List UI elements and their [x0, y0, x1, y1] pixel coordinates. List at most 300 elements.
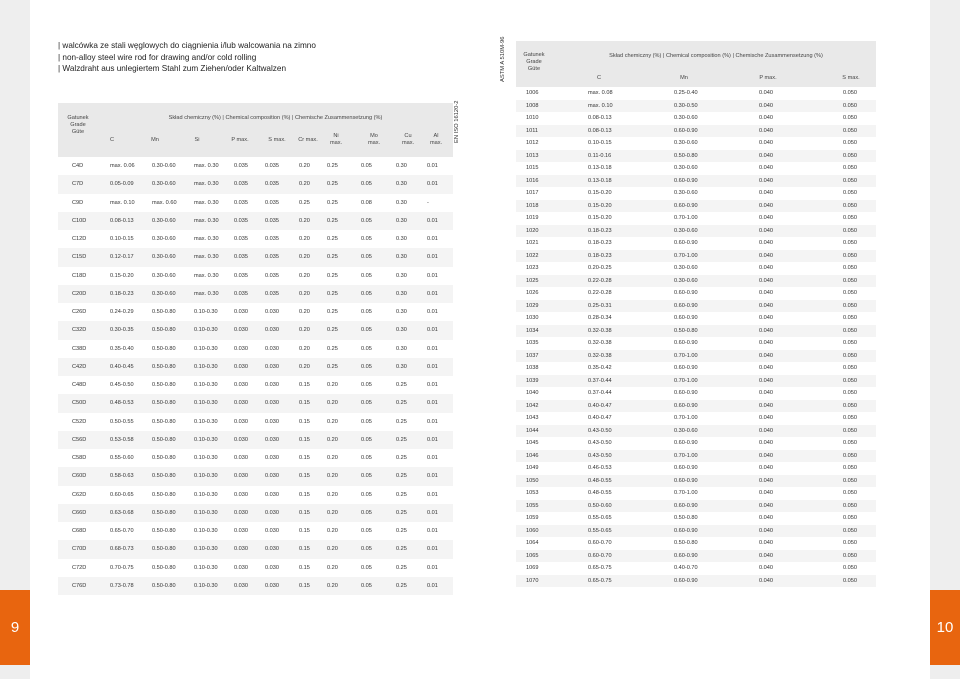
value-cell: 0.73-0.78 [110, 582, 134, 589]
grade-cell: C60D [72, 473, 87, 480]
title-line-polish: | walcówka ze stali węglowych do ciągnienia i/lub walcowania na zimno [58, 41, 316, 50]
grade-cell: C15D [72, 254, 87, 261]
column-header: S max. [842, 75, 860, 81]
value-cell: 0.25 [327, 327, 338, 334]
value-cell: 0.050 [843, 377, 857, 384]
value-cell: 0.20 [299, 236, 310, 243]
grade-cell: 1049 [526, 465, 539, 472]
table-row [516, 150, 876, 163]
value-cell: 0.50-0.80 [152, 491, 176, 498]
value-cell: 0.50-0.80 [152, 400, 176, 407]
value-cell: 0.30-0.60 [152, 272, 176, 279]
value-cell: 0.30-0.50 [674, 102, 698, 109]
value-cell: 0.030 [234, 455, 248, 462]
grade-cell: C50D [72, 400, 87, 407]
value-cell: 0.01 [427, 546, 438, 553]
value-cell: 0.30 [396, 254, 407, 261]
value-cell: 0.50-0.80 [152, 363, 176, 370]
value-cell: 0.60-0.90 [674, 465, 698, 472]
grade-cell: 1018 [526, 202, 539, 209]
value-cell: 0.50-0.80 [152, 327, 176, 334]
value-cell: 0.50-0.80 [152, 473, 176, 480]
value-cell: 0.15 [299, 546, 310, 553]
table-header [516, 41, 876, 87]
value-cell: 0.60-0.90 [674, 527, 698, 534]
grade-cell: 1012 [526, 140, 539, 147]
grade-cell: 1043 [526, 415, 539, 422]
column-header-line: Mo [370, 133, 378, 139]
value-cell: 0.050 [843, 265, 857, 272]
value-cell: 0.25 [396, 582, 407, 589]
table-row [516, 450, 876, 463]
table-row [516, 162, 876, 175]
grade-cell: 1015 [526, 165, 539, 172]
value-cell: 0.48-0.53 [110, 400, 134, 407]
value-cell: 0.01 [427, 491, 438, 498]
value-cell: 0.040 [759, 502, 773, 509]
table-row [516, 362, 876, 375]
value-cell: 0.040 [759, 252, 773, 259]
value-cell: 0.01 [427, 327, 438, 334]
value-cell: 0.040 [759, 577, 773, 584]
value-cell: 0.08-0.13 [110, 217, 134, 224]
value-cell: 0.20 [327, 564, 338, 571]
value-cell: 0.030 [265, 327, 279, 334]
value-cell: 0.20 [327, 473, 338, 480]
value-cell: 0.15-0.20 [110, 272, 134, 279]
value-cell: 0.030 [265, 436, 279, 443]
table-row [516, 312, 876, 325]
grade-cell: C52D [72, 418, 87, 425]
value-cell: 0.050 [843, 452, 857, 459]
value-cell: 0.20 [299, 217, 310, 224]
value-cell: 0.60-0.90 [674, 315, 698, 322]
column-header: C [596, 75, 602, 81]
value-cell: 0.25 [396, 509, 407, 516]
value-cell: 0.050 [843, 477, 857, 484]
left-standard-label: EN ISO 16120-2 [454, 100, 460, 143]
value-cell: 0.25 [396, 473, 407, 480]
value-cell: 0.030 [234, 509, 248, 516]
value-cell: 0.10-0.30 [194, 327, 218, 334]
value-cell: 0.050 [843, 140, 857, 147]
value-cell: 0.30-0.60 [152, 254, 176, 261]
value-cell: 0.01 [427, 309, 438, 316]
value-cell: 0.10-0.30 [194, 400, 218, 407]
value-cell: 0.65-0.75 [588, 565, 612, 572]
value-cell: 0.53-0.58 [110, 436, 134, 443]
table-row [58, 486, 453, 504]
value-cell: 0.20 [299, 163, 310, 170]
value-cell: 0.20-0.25 [588, 265, 612, 272]
value-cell: 0.030 [265, 345, 279, 352]
table-row [516, 225, 876, 238]
value-cell: 0.25 [396, 546, 407, 553]
value-cell: 0.50-0.55 [110, 418, 134, 425]
value-cell: 0.01 [427, 473, 438, 480]
value-cell: 0.050 [843, 290, 857, 297]
value-cell: 0.65-0.75 [588, 577, 612, 584]
value-cell: 0.08-0.13 [588, 127, 612, 134]
table-body [516, 87, 876, 587]
value-cell: 0.60-0.90 [674, 440, 698, 447]
table-row [58, 285, 453, 303]
value-cell: 0.60-0.90 [674, 390, 698, 397]
table-row [58, 321, 453, 339]
value-cell: 0.040 [759, 277, 773, 284]
value-cell: 0.20 [327, 491, 338, 498]
value-cell: max. 0.30 [194, 236, 219, 243]
value-cell: 0.050 [843, 390, 857, 397]
value-cell: 0.050 [843, 90, 857, 97]
value-cell: 0.15 [299, 528, 310, 535]
value-cell: 0.040 [759, 390, 773, 397]
grade-cell: C12D [72, 236, 87, 243]
value-cell: 0.040 [759, 290, 773, 297]
value-cell: 0.040 [759, 215, 773, 222]
grade-cell: 1023 [526, 265, 539, 272]
value-cell: max. 0.30 [194, 163, 219, 170]
value-cell: 0.01 [427, 163, 438, 170]
table-row [516, 350, 876, 363]
column-header-line: S max. [268, 137, 286, 143]
value-cell: 0.05 [361, 436, 372, 443]
grade-cell: 1017 [526, 190, 539, 197]
table-row [58, 413, 453, 431]
column-header [181, 137, 213, 144]
value-cell: 0.01 [427, 455, 438, 462]
value-cell: 0.45-0.50 [110, 382, 134, 389]
value-cell: 0.040 [759, 102, 773, 109]
value-cell: 0.050 [843, 240, 857, 247]
value-cell: 0.050 [843, 252, 857, 259]
value-cell: 0.10-0.15 [588, 140, 612, 147]
value-cell: 0.50-0.80 [152, 382, 176, 389]
value-cell: 0.030 [265, 528, 279, 535]
value-cell: 0.70-1.00 [674, 452, 698, 459]
value-cell: 0.040 [759, 90, 773, 97]
value-cell: 0.46-0.53 [588, 465, 612, 472]
value-cell: 0.050 [843, 577, 857, 584]
grade-cell: 1044 [526, 427, 539, 434]
right-margin-band [930, 0, 960, 679]
grade-cell: 1021 [526, 240, 539, 247]
value-cell: 0.050 [843, 190, 857, 197]
value-cell: 0.15 [299, 382, 310, 389]
value-cell: 0.11-0.16 [588, 152, 612, 159]
table-row [516, 412, 876, 425]
value-cell: 0.25 [396, 528, 407, 535]
grade-cell: 1011 [526, 127, 539, 134]
table-row [516, 475, 876, 488]
grade-cell: C72D [72, 564, 87, 571]
value-cell: 0.10-0.30 [194, 345, 218, 352]
value-cell: 0.040 [759, 265, 773, 272]
value-cell: 0.10-0.30 [194, 491, 218, 498]
table-row [58, 376, 453, 394]
value-cell: 0.040 [759, 515, 773, 522]
value-cell: 0.20 [299, 181, 310, 188]
column-header [358, 133, 390, 147]
value-cell: 0.60-0.90 [674, 302, 698, 309]
value-cell: 0.030 [234, 582, 248, 589]
grade-header [58, 115, 98, 136]
value-cell: 0.10-0.30 [194, 418, 218, 425]
column-header [139, 137, 171, 144]
value-cell: 0.01 [427, 509, 438, 516]
value-cell: 0.050 [843, 327, 857, 334]
value-cell: 0.01 [427, 418, 438, 425]
value-cell: 0.60-0.65 [110, 491, 134, 498]
table-body [58, 157, 453, 595]
value-cell: 0.40-0.45 [110, 363, 134, 370]
table-row [516, 137, 876, 150]
value-cell: 0.25-0.31 [588, 302, 612, 309]
value-cell: 0.050 [843, 402, 857, 409]
grade-cell: 1038 [526, 365, 539, 372]
grade-cell: 1030 [526, 315, 539, 322]
value-cell: 0.25 [327, 363, 338, 370]
column-header-line: Cu [404, 133, 412, 139]
value-cell: 0.040 [759, 365, 773, 372]
value-cell: 0.050 [843, 152, 857, 159]
value-cell: 0.25 [327, 345, 338, 352]
value-cell: 0.18-0.23 [588, 227, 612, 234]
table-row [516, 512, 876, 525]
value-cell: 0.25 [327, 290, 338, 297]
table-row [58, 431, 453, 449]
column-header-line: max. [401, 140, 415, 146]
value-cell: max. 0.30 [194, 290, 219, 297]
value-cell: 0.08 [361, 199, 372, 206]
value-cell: 0.30 [396, 236, 407, 243]
column-header [420, 133, 452, 147]
column-header-line: Al [433, 133, 439, 139]
value-cell: 0.60-0.90 [674, 365, 698, 372]
value-cell: 0.040 [759, 527, 773, 534]
value-cell: 0.030 [234, 473, 248, 480]
value-cell: 0.040 [759, 377, 773, 384]
value-cell: 0.25 [327, 254, 338, 261]
value-cell: 0.040 [759, 315, 773, 322]
value-cell: 0.050 [843, 315, 857, 322]
value-cell: 0.040 [759, 140, 773, 147]
table-row [516, 437, 876, 450]
value-cell: 0.01 [427, 564, 438, 571]
page-number-right: 10 [930, 590, 960, 665]
value-cell: 0.035 [234, 181, 248, 188]
value-cell: 0.15-0.20 [588, 190, 612, 197]
value-cell: 0.10-0.30 [194, 546, 218, 553]
value-cell: 0.30-0.60 [152, 181, 176, 188]
grade-cell: 1006 [526, 90, 539, 97]
value-cell: 0.25 [396, 455, 407, 462]
document-title [58, 40, 316, 75]
table-row [58, 358, 453, 376]
table-row [516, 487, 876, 500]
grade-cell: C42D [72, 363, 87, 370]
value-cell: 0.20 [327, 528, 338, 535]
value-cell: max. 0.30 [194, 217, 219, 224]
value-cell: 0.25 [396, 382, 407, 389]
value-cell: 0.25 [396, 436, 407, 443]
value-cell: 0.70-1.00 [674, 252, 698, 259]
value-cell: 0.30 [396, 199, 407, 206]
grade-cell: C26D [72, 309, 87, 316]
grade-cell: 1025 [526, 277, 539, 284]
value-cell: 0.25 [327, 272, 338, 279]
table-row [58, 540, 453, 558]
grade-cell: 1034 [526, 327, 539, 334]
table-row [58, 577, 453, 595]
value-cell: 0.030 [265, 473, 279, 480]
value-cell: 0.035 [265, 199, 279, 206]
column-header [224, 137, 256, 144]
grade-cell: 1035 [526, 340, 539, 347]
grade-header-pl: Gatunek [523, 52, 545, 58]
value-cell: 0.60-0.90 [674, 127, 698, 134]
value-cell: 0.30 [396, 272, 407, 279]
value-cell: 0.50-0.80 [152, 528, 176, 535]
value-cell: 0.37-0.44 [588, 377, 612, 384]
value-cell: 0.30-0.60 [674, 427, 698, 434]
value-cell: 0.035 [265, 290, 279, 297]
value-cell: 0.040 [759, 340, 773, 347]
value-cell: 0.15 [299, 564, 310, 571]
value-cell: 0.50-0.80 [152, 546, 176, 553]
value-cell: 0.01 [427, 436, 438, 443]
value-cell: 0.050 [843, 227, 857, 234]
grade-cell: 1045 [526, 440, 539, 447]
table-row [516, 562, 876, 575]
value-cell: 0.035 [265, 163, 279, 170]
value-cell: 0.030 [234, 491, 248, 498]
value-cell: 0.01 [427, 382, 438, 389]
value-cell: 0.30 [396, 363, 407, 370]
value-cell: 0.030 [234, 400, 248, 407]
table-row [516, 575, 876, 588]
value-cell: 0.25 [327, 181, 338, 188]
value-cell: 0.01 [427, 582, 438, 589]
value-cell: 0.01 [427, 400, 438, 407]
value-cell: 0.035 [234, 254, 248, 261]
value-cell: 0.030 [234, 327, 248, 334]
table-row [58, 340, 453, 358]
value-cell: 0.040 [759, 465, 773, 472]
value-cell: 0.030 [265, 455, 279, 462]
value-cell: 0.05 [361, 181, 372, 188]
grade-cell: C76D [72, 582, 87, 589]
value-cell: 0.030 [234, 382, 248, 389]
value-cell: 0.10-0.15 [110, 236, 134, 243]
grade-cell: 1064 [526, 540, 539, 547]
value-cell: 0.05 [361, 455, 372, 462]
value-cell: 0.30-0.60 [674, 190, 698, 197]
value-cell: 0.20 [299, 272, 310, 279]
value-cell: 0.55-0.65 [588, 527, 612, 534]
table-row [58, 212, 453, 230]
value-cell: 0.050 [843, 302, 857, 309]
grade-header-de: Güte [527, 66, 541, 72]
table-row [516, 500, 876, 513]
value-cell: 0.20 [299, 327, 310, 334]
value-cell: 0.32-0.38 [588, 327, 612, 334]
value-cell: 0.32-0.38 [588, 340, 612, 347]
value-cell: 0.030 [234, 546, 248, 553]
grade-cell: C18D [72, 272, 87, 279]
value-cell: 0.040 [759, 152, 773, 159]
value-cell: 0.50-0.80 [152, 309, 176, 316]
left-margin-band [0, 0, 30, 679]
value-cell: 0.30-0.60 [674, 227, 698, 234]
value-cell: 0.25 [327, 236, 338, 243]
value-cell: 0.60-0.90 [674, 502, 698, 509]
table-row [58, 504, 453, 522]
value-cell: 0.01 [427, 254, 438, 261]
grade-header-en: Grade [526, 59, 542, 65]
value-cell: max. 0.30 [194, 254, 219, 261]
value-cell: 0.030 [234, 528, 248, 535]
value-cell: 0.030 [234, 309, 248, 316]
value-cell: 0.030 [265, 382, 279, 389]
value-cell: 0.10-0.30 [194, 455, 218, 462]
value-cell: 0.25 [396, 491, 407, 498]
value-cell: 0.10-0.30 [194, 473, 218, 480]
value-cell: 0.18-0.23 [588, 240, 612, 247]
value-cell: 0.050 [843, 527, 857, 534]
value-cell: 0.10-0.30 [194, 564, 218, 571]
value-cell: 0.60-0.70 [588, 552, 612, 559]
title-line-english: | non-alloy steel wire rod for drawing and/or cold rolling [58, 52, 257, 62]
value-cell: 0.035 [234, 163, 248, 170]
value-cell: 0.01 [427, 528, 438, 535]
value-cell: 0.50-0.80 [674, 515, 698, 522]
value-cell: 0.24-0.29 [110, 309, 134, 316]
value-cell: max. 0.30 [194, 181, 219, 188]
value-cell: 0.030 [265, 309, 279, 316]
table-row [516, 425, 876, 438]
value-cell: 0.20 [299, 345, 310, 352]
value-cell: 0.65-0.70 [110, 528, 134, 535]
column-header-line: C [109, 137, 115, 143]
column-header-line: Mn [151, 137, 159, 143]
table-row [58, 248, 453, 266]
value-cell: 0.035 [265, 254, 279, 261]
value-cell: 0.05 [361, 509, 372, 516]
table-row [58, 157, 453, 175]
value-cell: 0.15 [299, 582, 310, 589]
table-row [516, 200, 876, 213]
value-cell: 0.60-0.90 [674, 340, 698, 347]
grade-cell: C32D [72, 327, 87, 334]
value-cell: 0.040 [759, 452, 773, 459]
value-cell: 0.035 [234, 290, 248, 297]
grade-cell: 1055 [526, 502, 539, 509]
value-cell: max. 0.10 [110, 199, 135, 206]
table-row [516, 237, 876, 250]
value-cell: 0.05 [361, 473, 372, 480]
value-cell: 0.20 [327, 455, 338, 462]
value-cell: 0.10-0.30 [194, 363, 218, 370]
value-cell: 0.50-0.60 [588, 502, 612, 509]
value-cell: 0.30 [396, 290, 407, 297]
value-cell: 0.25 [327, 217, 338, 224]
grade-cell: 1029 [526, 302, 539, 309]
value-cell: 0.10-0.30 [194, 509, 218, 516]
value-cell: 0.10-0.30 [194, 382, 218, 389]
value-cell: 0.13-0.18 [588, 177, 612, 184]
value-cell: 0.70-0.75 [110, 564, 134, 571]
